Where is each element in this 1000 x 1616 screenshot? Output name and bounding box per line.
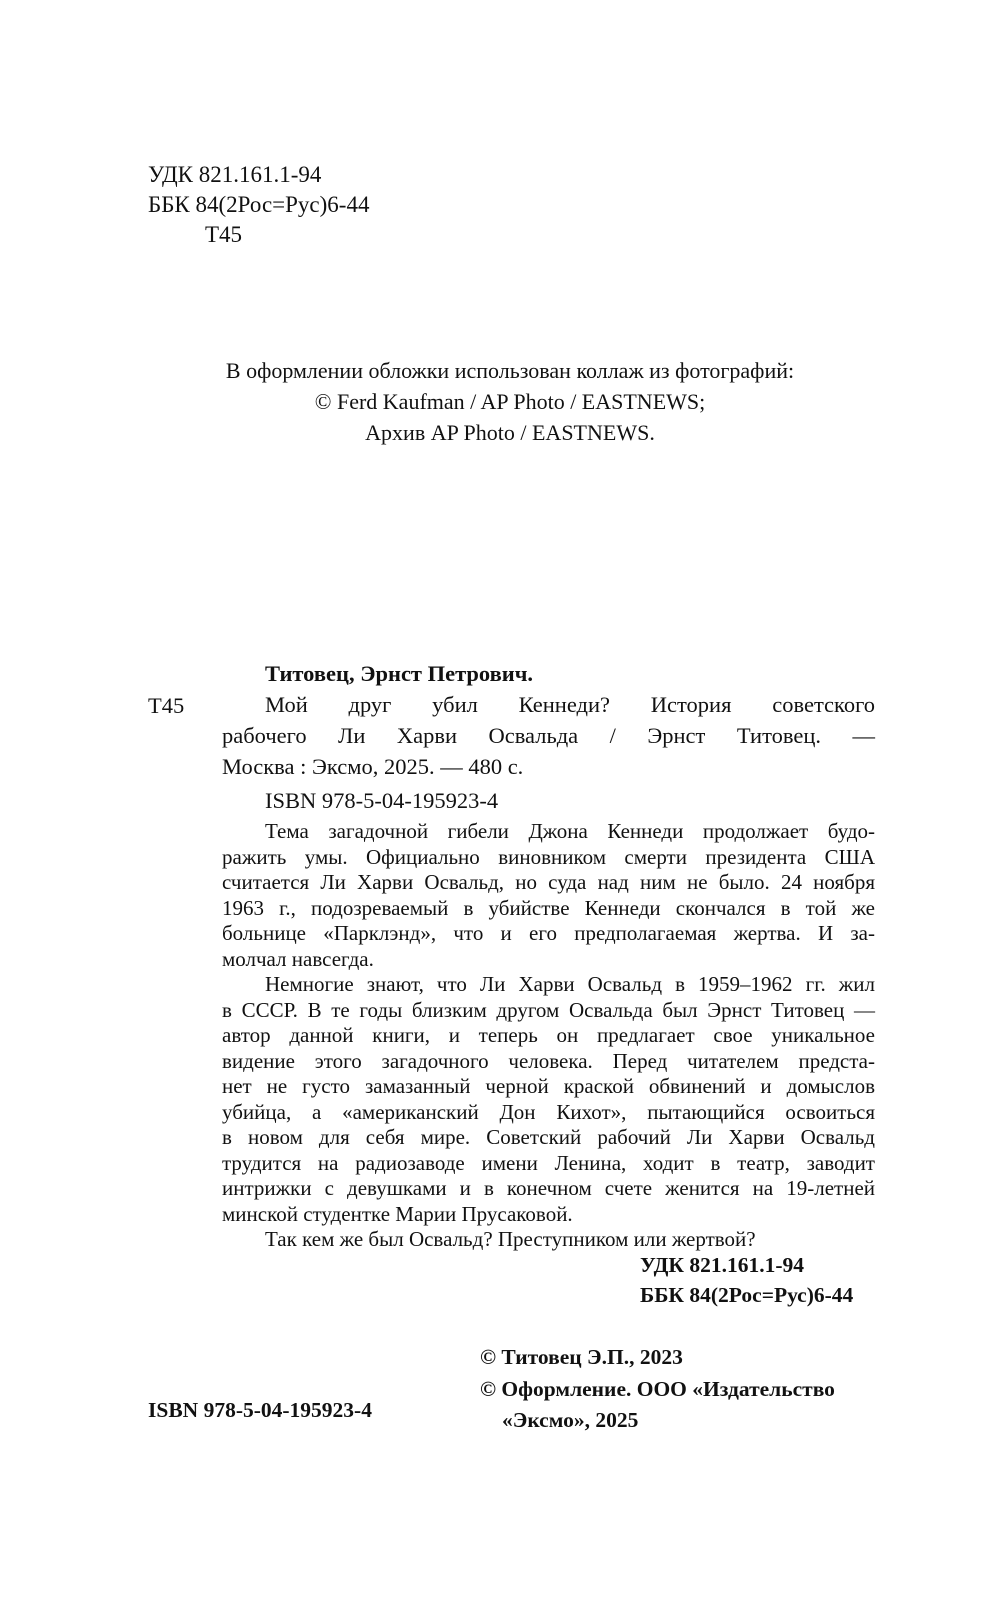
text-line: © Ferd Kaufman / AP Photo / EASTNEWS; xyxy=(314,389,706,414)
text-line: считается Ли Харви Освальд, но суда над ним не было. 24 ноября xyxy=(222,870,875,894)
text-line: автор данной книги, и теперь он предлагает свое уникальное xyxy=(222,1023,875,1047)
isbn-bottom: ISBN 978-5-04-195923-4 xyxy=(148,1398,372,1422)
text-line: Архив AP Photo / EASTNEWS. xyxy=(365,420,655,445)
copyright-design-line: © Оформление. ООО «Издательство xyxy=(480,1376,835,1401)
text-line: в новом для себя мире. Советский рабочий Ли Харви Освальд xyxy=(222,1125,875,1149)
copyright-block xyxy=(480,1342,835,1437)
text-line: нет не густо замазанный черной краской обвинений и домыслов xyxy=(222,1074,875,1098)
text-line: убийца, а «американский Дон Кихот», пытающийся освоиться xyxy=(222,1099,875,1124)
text-line: видение этого загадочного человека. Перед читателем предста- xyxy=(222,1048,875,1073)
udk-line-bold: УДК 821.161.1-94 xyxy=(640,1253,805,1277)
text-line: в СССР. В те годы близким другом Освальда был Эрнст Титовец — xyxy=(222,997,875,1022)
text-line: ражить умы. Официально виновником смерти президента США xyxy=(222,844,875,869)
text-line: Москва : Эксмо, 2025. — 480 с. xyxy=(222,754,524,779)
text-line: 1963 г., подозреваемый в убийстве Кеннеди скончался в той же xyxy=(222,895,875,920)
isbn-line: ISBN 978-5-04-195923-4 xyxy=(265,788,499,813)
text-line: трудится на радиозаводе имени Ленина, ходит в театр, заводит xyxy=(222,1150,875,1175)
annotation-paragraph-2 xyxy=(222,972,875,1227)
closing-question: Так кем же был Освальд? Преступником или жертвой? xyxy=(265,1227,756,1251)
text-line: минской студентке Марии Прусаковой. xyxy=(222,1201,573,1226)
top-classification-block xyxy=(148,160,369,250)
text-line: Мой друг убил Кеннеди? История советского xyxy=(265,692,875,717)
text-line: Тема загадочной гибели Джона Кеннеди продолжает будо- xyxy=(265,819,875,843)
cover-credit-block xyxy=(125,355,895,448)
udk-line: УДК 821.161.1-94 xyxy=(148,162,322,187)
copyright-design-continuation: «Эксмо», 2025 xyxy=(502,1408,639,1432)
author-sign-code: Т45 xyxy=(205,222,243,247)
card-author-code: Т45 xyxy=(148,693,185,718)
classification-block xyxy=(640,1250,853,1310)
text-line: В оформлении обложки использован коллаж из фотографий: xyxy=(225,358,795,383)
text-line: рабочего Ли Харви Освальда / Эрнст Титовец. — xyxy=(222,723,875,748)
text-line: молчал навсегда. xyxy=(222,946,374,971)
copyright-author-line: © Титовец Э.П., 2023 xyxy=(480,1345,683,1369)
catalog-card xyxy=(222,658,875,1253)
bibliographic-description xyxy=(222,689,875,782)
text-line: больнице «Парклэнд», что и его предполагаемая жертва. И за- xyxy=(222,921,875,945)
text-line: Немногие знают, что Ли Харви Освальд в 1959–1962 гг. жил xyxy=(265,972,875,996)
bbk-line-bold: ББК 84(2Рос=Рус)6-44 xyxy=(640,1283,854,1307)
bbk-line: ББК 84(2Рос=Рус)6-44 xyxy=(148,192,370,217)
text-line: интрижки с девушками и в конечном счете женится на 19-летней xyxy=(222,1176,875,1200)
author-heading: Титовец, Эрнст Петрович. xyxy=(265,661,534,686)
annotation-paragraph-1 xyxy=(222,819,875,972)
